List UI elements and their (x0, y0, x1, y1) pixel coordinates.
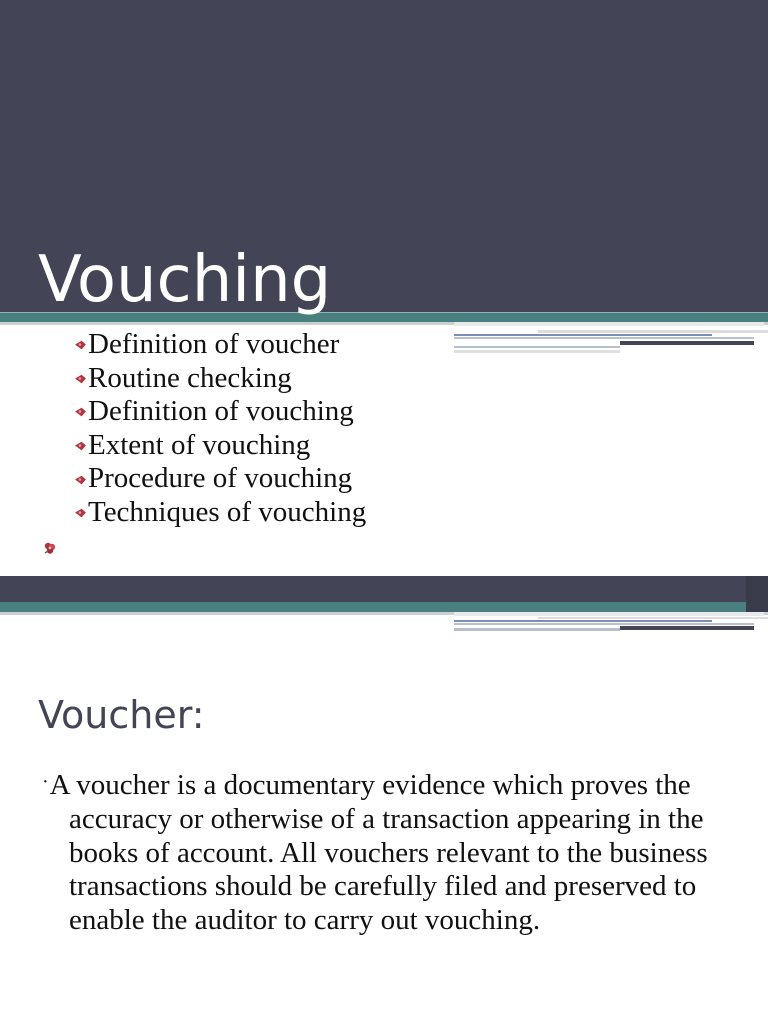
bullet-item (74, 362, 366, 396)
bullet-text: Routine checking (88, 361, 292, 394)
body-paragraph (42, 766, 768, 938)
stripe-line (454, 346, 620, 348)
stripe-line (538, 617, 768, 619)
stripe-line (454, 322, 764, 326)
slide-title: Vouching (38, 243, 332, 317)
bullet-text: Extent of vouching (88, 428, 311, 461)
bullet-item (74, 462, 366, 496)
bullet-text: Techniques of vouching (88, 495, 367, 528)
stripe-line (454, 337, 754, 339)
bullet-item (74, 496, 366, 530)
stripe-corner (746, 576, 768, 612)
bullet-dot: · (42, 771, 49, 793)
stripe-line (454, 612, 764, 616)
bullet-item (74, 395, 366, 429)
rose-bullet-icon (74, 338, 87, 351)
bullet-list (74, 328, 366, 530)
stripe-line (454, 350, 620, 353)
stripe-line (454, 620, 712, 622)
bullet-text: Definition of voucher (88, 328, 340, 360)
body-text: A voucher is a documentary evidence which proves the accuracy or otherwise of a transaction appearing in the books of account. All vouchers relevant to the business transactions should be carefully filed and preserved to enable the auditor to carry out vouching. (49, 769, 708, 937)
rose-bullet-icon (74, 405, 87, 418)
rose-bullet-icon (74, 439, 87, 452)
title-band (0, 576, 768, 602)
bullet-text: Definition of vouching (88, 395, 354, 428)
bullet-item (74, 328, 366, 362)
rose-bullet-icon (74, 506, 87, 519)
stripe-line (454, 623, 754, 625)
bullet-item (74, 429, 366, 463)
stripe-line (538, 330, 768, 333)
stripe-line (620, 341, 754, 345)
bullet-text: Procedure of vouching (88, 462, 353, 495)
stripe-line (454, 334, 712, 336)
stripe-line (454, 628, 620, 631)
slide-2 (0, 576, 768, 1024)
section-heading: Voucher: (38, 693, 205, 737)
rose-bullet-icon (74, 473, 87, 486)
rose-bullet-icon (74, 372, 87, 385)
rose-bullet-icon (42, 540, 58, 556)
stripe-line (620, 626, 754, 630)
teal-stripe (0, 602, 768, 612)
